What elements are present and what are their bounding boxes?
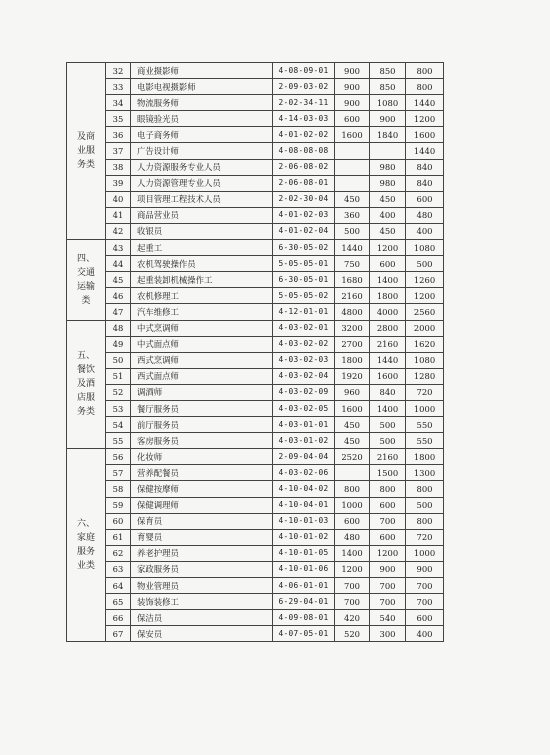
row-number: 66 [106,610,131,626]
occupation-name: 电影电视摄影师 [131,79,273,95]
occupation-code: 4-07-05-01 [273,626,335,642]
value-level-2: 850 [370,63,406,79]
occupation-code: 4-10-01-03 [273,513,335,529]
value-level-3: 800 [406,513,444,529]
value-level-1: 750 [335,256,370,272]
row-number: 41 [106,207,131,223]
value-level-1: 900 [335,63,370,79]
value-level-1 [335,159,370,175]
row-number: 44 [106,256,131,272]
table-body [67,63,444,642]
value-level-2: 900 [370,111,406,127]
value-level-3: 1300 [406,465,444,481]
occupation-code: 4-03-01-01 [273,417,335,433]
value-level-3: 1000 [406,545,444,561]
value-level-3: 700 [406,594,444,610]
row-number: 42 [106,223,131,239]
value-level-2: 500 [370,433,406,449]
table-row [67,417,444,433]
value-level-3: 1260 [406,272,444,288]
occupation-name: 汽车维修工 [131,304,273,320]
value-level-3: 600 [406,610,444,626]
occupation-name: 营养配餐员 [131,465,273,481]
value-level-3: 1600 [406,127,444,143]
value-level-1: 3200 [335,320,370,336]
value-level-1: 2700 [335,336,370,352]
value-level-1: 2520 [335,449,370,465]
value-level-2: 4000 [370,304,406,320]
table-row [67,433,444,449]
table-row [67,240,444,256]
occupation-name: 中式烹调师 [131,320,273,336]
row-number: 48 [106,320,131,336]
row-number: 61 [106,529,131,545]
occupation-name: 农机修理工 [131,288,273,304]
table-row [67,175,444,191]
occupation-name: 收银员 [131,223,273,239]
value-level-2: 840 [370,384,406,400]
occupation-name: 中式面点师 [131,336,273,352]
table-row [67,481,444,497]
value-level-2: 980 [370,159,406,175]
value-level-2: 1080 [370,95,406,111]
occupation-name: 西式烹调师 [131,352,273,368]
table-row [67,63,444,79]
value-level-3: 2000 [406,320,444,336]
table-row [67,111,444,127]
value-level-2: 700 [370,513,406,529]
value-level-1 [335,143,370,159]
value-level-2: 540 [370,610,406,626]
value-level-3: 400 [406,626,444,642]
value-level-3: 600 [406,191,444,207]
value-level-1: 700 [335,594,370,610]
value-level-1: 420 [335,610,370,626]
value-level-3: 2560 [406,304,444,320]
subsidy-table [66,62,444,642]
occupation-name: 农机驾驶操作员 [131,256,273,272]
table-row [67,304,444,320]
value-level-1: 1400 [335,545,370,561]
value-level-3: 1800 [406,449,444,465]
occupation-name: 餐厅服务员 [131,400,273,416]
occupation-code: 6-30-05-02 [273,240,335,256]
occupation-name: 保育员 [131,513,273,529]
value-level-1 [335,175,370,191]
value-level-2: 2160 [370,449,406,465]
value-level-2: 600 [370,529,406,545]
table-row [67,626,444,642]
occupation-code: 2-09-04-04 [273,449,335,465]
value-level-1: 600 [335,513,370,529]
occupation-name: 保安员 [131,626,273,642]
value-level-2: 700 [370,594,406,610]
occupation-name: 商业摄影师 [131,63,273,79]
occupation-code: 4-03-02-02 [273,336,335,352]
value-level-1: 480 [335,529,370,545]
value-level-3: 800 [406,79,444,95]
value-level-1: 2160 [335,288,370,304]
occupation-name: 物流服务师 [131,95,273,111]
value-level-3: 1440 [406,95,444,111]
occupation-code: 5-05-05-01 [273,256,335,272]
table-row [67,545,444,561]
value-level-2: 500 [370,417,406,433]
value-level-1: 1600 [335,127,370,143]
value-level-2: 450 [370,223,406,239]
occupation-code: 4-14-03-03 [273,111,335,127]
occupation-code: 5-05-05-02 [273,288,335,304]
row-number: 34 [106,95,131,111]
value-level-1 [335,465,370,481]
occupation-name: 前厅服务员 [131,417,273,433]
value-level-2: 300 [370,626,406,642]
table-row [67,513,444,529]
value-level-2: 980 [370,175,406,191]
table-row [67,594,444,610]
occupation-name: 商品营业员 [131,207,273,223]
occupation-code: 2-06-08-02 [273,159,335,175]
row-number: 60 [106,513,131,529]
value-level-3: 1280 [406,368,444,384]
value-level-1: 900 [335,95,370,111]
table-row [67,561,444,577]
table-row [67,497,444,513]
value-level-1: 1000 [335,497,370,513]
occupation-code: 4-10-01-06 [273,561,335,577]
row-number: 52 [106,384,131,400]
row-number: 65 [106,594,131,610]
table-row [67,400,444,416]
occupation-name: 调酒师 [131,384,273,400]
row-number: 45 [106,272,131,288]
occupation-code: 4-03-02-09 [273,384,335,400]
category-label: 及商业服务类 [67,63,106,240]
value-level-1: 700 [335,578,370,594]
value-level-1: 800 [335,481,370,497]
value-level-2: 2160 [370,336,406,352]
table-row [67,529,444,545]
occupation-name: 家政服务员 [131,561,273,577]
occupation-code: 4-08-08-08 [273,143,335,159]
occupation-name: 广告设计师 [131,143,273,159]
occupation-code: 4-03-02-01 [273,320,335,336]
value-level-2: 1440 [370,352,406,368]
table-row [67,223,444,239]
value-level-1: 4800 [335,304,370,320]
value-level-2: 1200 [370,545,406,561]
row-number: 56 [106,449,131,465]
occupation-name: 起重装卸机械操作工 [131,272,273,288]
table-row [67,384,444,400]
row-number: 46 [106,288,131,304]
occupation-name: 西式面点师 [131,368,273,384]
value-level-3: 550 [406,433,444,449]
row-number: 35 [106,111,131,127]
value-level-2: 700 [370,578,406,594]
occupation-name: 保洁员 [131,610,273,626]
value-level-3: 720 [406,384,444,400]
value-level-3: 840 [406,159,444,175]
occupation-code: 4-03-02-06 [273,465,335,481]
value-level-2: 400 [370,207,406,223]
table-row [67,288,444,304]
value-level-1: 450 [335,433,370,449]
row-number: 33 [106,79,131,95]
row-number: 58 [106,481,131,497]
value-level-2: 1200 [370,240,406,256]
occupation-code: 2-02-34-11 [273,95,335,111]
table-row [67,159,444,175]
value-level-2: 450 [370,191,406,207]
table-row [67,272,444,288]
value-level-1: 450 [335,417,370,433]
value-level-3: 700 [406,578,444,594]
category-label: 四、交通运输类 [67,240,106,320]
value-level-1: 1680 [335,272,370,288]
occupation-code: 4-10-04-01 [273,497,335,513]
occupation-code: 4-10-01-05 [273,545,335,561]
occupation-name: 装饰装修工 [131,594,273,610]
table-row [67,127,444,143]
occupation-code: 4-03-02-03 [273,352,335,368]
category-label: 六、家庭服务业类 [67,449,106,642]
occupation-code: 2-06-08-01 [273,175,335,191]
occupation-code: 4-03-02-05 [273,400,335,416]
category-label: 五、餐饮及酒店服务类 [67,320,106,449]
row-number: 54 [106,417,131,433]
row-number: 62 [106,545,131,561]
occupation-name: 保健按摩师 [131,481,273,497]
occupation-name: 化妆师 [131,449,273,465]
row-number: 37 [106,143,131,159]
value-level-2: 2800 [370,320,406,336]
occupation-name: 客房服务员 [131,433,273,449]
occupation-code: 4-10-01-02 [273,529,335,545]
value-level-2: 1600 [370,368,406,384]
value-level-2: 1800 [370,288,406,304]
value-level-3: 480 [406,207,444,223]
row-number: 57 [106,465,131,481]
value-level-3: 1200 [406,288,444,304]
occupation-name: 育婴员 [131,529,273,545]
row-number: 39 [106,175,131,191]
row-number: 55 [106,433,131,449]
table-row [67,191,444,207]
occupation-name: 起重工 [131,240,273,256]
occupation-name: 养老护理员 [131,545,273,561]
occupation-code: 4-12-01-01 [273,304,335,320]
occupation-code: 4-03-01-02 [273,433,335,449]
value-level-3: 1200 [406,111,444,127]
table-row [67,320,444,336]
row-number: 63 [106,561,131,577]
occupation-code: 4-10-04-02 [273,481,335,497]
occupation-code: 6-29-04-01 [273,594,335,610]
table-row [67,79,444,95]
table-row [67,207,444,223]
value-level-3: 840 [406,175,444,191]
occupation-name: 人力资源服务专业人员 [131,159,273,175]
row-number: 53 [106,400,131,416]
row-number: 50 [106,352,131,368]
row-number: 51 [106,368,131,384]
row-number: 47 [106,304,131,320]
value-level-2: 600 [370,497,406,513]
value-level-1: 960 [335,384,370,400]
value-level-2: 800 [370,481,406,497]
table-row [67,465,444,481]
occupation-code: 2-09-03-02 [273,79,335,95]
occupation-code: 6-30-05-01 [273,272,335,288]
occupation-code: 4-01-02-03 [273,207,335,223]
row-number: 43 [106,240,131,256]
occupation-name: 眼镜验光员 [131,111,273,127]
occupation-name: 电子商务师 [131,127,273,143]
value-level-1: 360 [335,207,370,223]
value-level-1: 1920 [335,368,370,384]
row-number: 49 [106,336,131,352]
occupation-code: 4-01-02-02 [273,127,335,143]
value-level-1: 1600 [335,400,370,416]
value-level-1: 1200 [335,561,370,577]
occupation-code: 4-08-09-01 [273,63,335,79]
value-level-1: 1440 [335,240,370,256]
table-row [67,578,444,594]
row-number: 36 [106,127,131,143]
table-row [67,256,444,272]
value-level-3: 1000 [406,400,444,416]
table-row [67,610,444,626]
occupation-code: 4-03-02-04 [273,368,335,384]
value-level-2: 1840 [370,127,406,143]
value-level-3: 400 [406,223,444,239]
value-level-2 [370,143,406,159]
occupation-name: 项目管理工程技术人员 [131,191,273,207]
value-level-2: 900 [370,561,406,577]
value-level-3: 720 [406,529,444,545]
occupation-code: 4-09-08-01 [273,610,335,626]
row-number: 64 [106,578,131,594]
occupation-name: 物业管理员 [131,578,273,594]
row-number: 67 [106,626,131,642]
value-level-3: 1080 [406,240,444,256]
value-level-3: 1440 [406,143,444,159]
value-level-2: 600 [370,256,406,272]
occupation-code: 4-06-01-01 [273,578,335,594]
value-level-3: 500 [406,497,444,513]
row-number: 59 [106,497,131,513]
value-level-3: 1080 [406,352,444,368]
value-level-1: 600 [335,111,370,127]
value-level-2: 1400 [370,272,406,288]
value-level-2: 1400 [370,400,406,416]
value-level-3: 800 [406,481,444,497]
table-row [67,336,444,352]
table-row [67,449,444,465]
value-level-1: 900 [335,79,370,95]
value-level-2: 850 [370,79,406,95]
table-row [67,368,444,384]
value-level-3: 1620 [406,336,444,352]
value-level-1: 500 [335,223,370,239]
value-level-1: 1800 [335,352,370,368]
table-row [67,352,444,368]
occupation-name: 保健调理师 [131,497,273,513]
table-row [67,143,444,159]
row-number: 38 [106,159,131,175]
value-level-3: 550 [406,417,444,433]
occupation-code: 4-01-02-04 [273,223,335,239]
value-level-1: 520 [335,626,370,642]
occupation-name: 人力资源管理专业人员 [131,175,273,191]
table-row [67,95,444,111]
value-level-3: 900 [406,561,444,577]
row-number: 40 [106,191,131,207]
value-level-1: 450 [335,191,370,207]
row-number: 32 [106,63,131,79]
occupation-code: 2-02-30-04 [273,191,335,207]
value-level-3: 500 [406,256,444,272]
value-level-2: 1500 [370,465,406,481]
value-level-3: 800 [406,63,444,79]
